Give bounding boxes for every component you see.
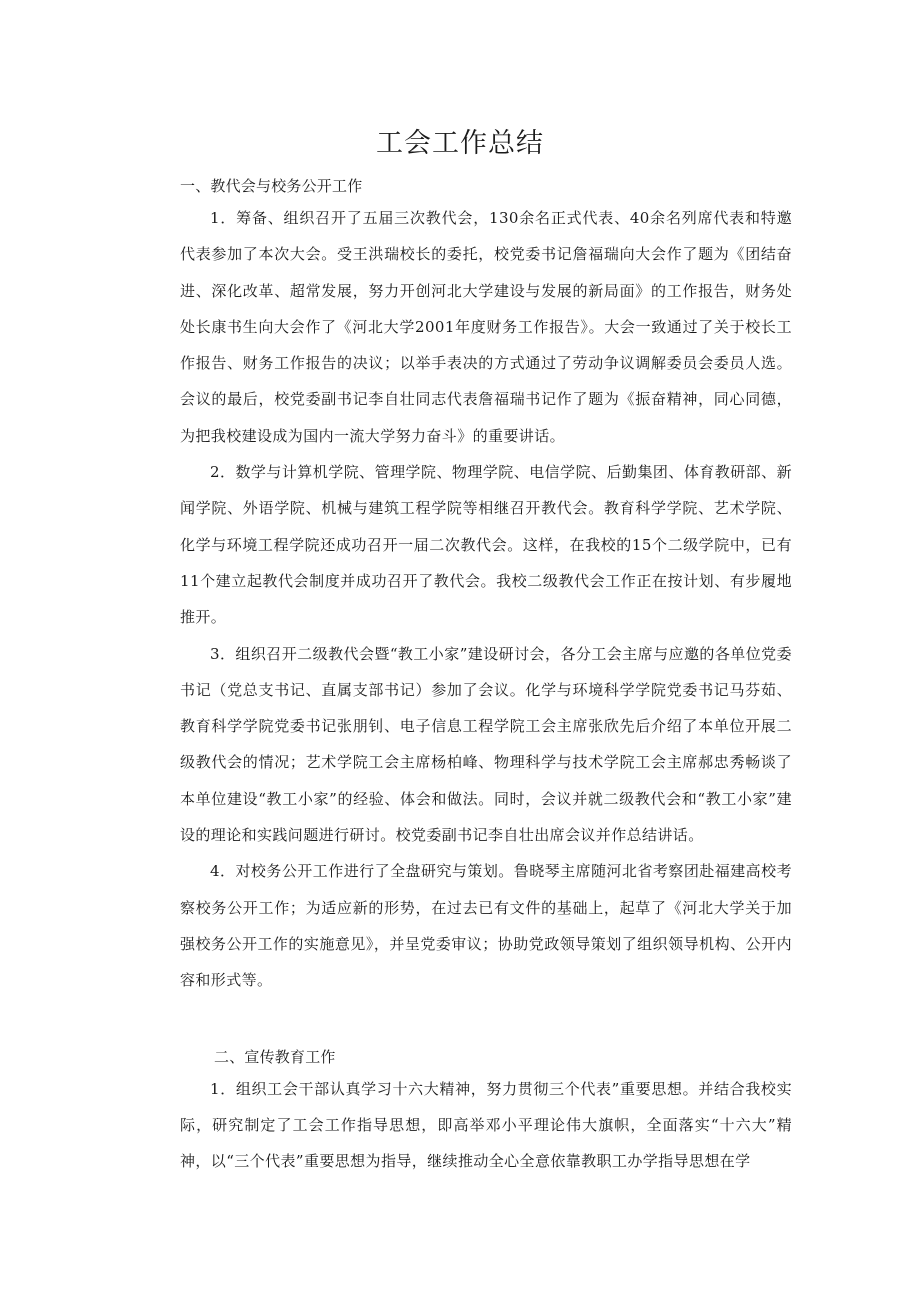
- paragraph-1-2: 2．数学与计算机学院、管理学院、物理学院、电信学院、后勤集团、体育教研部、新闻学院、外语学院、机械与建筑工程学院等相继召开教代会。教育科学学院、艺术学院、化学与环境工程学院还成功召开一届二次教代会。这样，在我校的15个二级学院中，已有11个建立起教代会制度并成功召开了教代会。我校二级教代会工作正在按计划、有步履地推开。: [180, 463, 792, 627]
- paragraph-1-3: 3．组织召开二级教代会暨“教工小家”建设研讨会，各分工会主席与应邀的各单位党委书记（党总支书记、直属支部书记）参加了会议。化学与环境科学学院党委书记马芬茹、教育科学学院党委书记张朋钊、电子信息工程学院工会主席张欣先后介绍了本单位开展二级教代会的情况；艺术学院工会主席杨柏峰、物理科学与技术学院工会主席郝忠秀畅谈了本单位建设“教工小家”的经验、体会和做法。同时，会议并就二级教代会和“教工小家”建设的理论和实践问题进行研讨。校党委副书记李自壮出席会议并作总结讲话。: [180, 644, 792, 845]
- paragraph-1-4: 4．对校务公开工作进行了全盘研究与策划。鲁晓琴主席随河北省考察团赴福建高校考察校务公开工作；为适应新的形势，在过去已有文件的基础上，起草了《河北大学关于加强校务公开工作的实施意见》，并呈党委审议；协助党政领导策划了组织领导机构、公开内容和形式等。: [180, 862, 792, 990]
- document-title: 工会工作总结: [376, 128, 544, 159]
- paragraph-2-1: 1．组织工会干部认真学习十六大精神，努力贯彻三个代表”重要思想。并结合我校实际，研究制定了工会工作指导思想，即高举邓小平理论伟大旗帜，全面落实“十六大”精神，以“三个代表”重要思想为指导，继续推动全心全意依靠教职工办学指导思想在学: [180, 1079, 792, 1171]
- paragraph-1-1: 1．筹备、组织召开了五届三次教代会，130余名正式代表、40余名列席代表和特邀代表参加了本次大会。受王洪瑞校长的委托，校党委书记詹福瑞向大会作了题为《团结奋进、深化改革、超常发展，努力开创河北大学建设与发展的新局面》的工作报告，财务处处长康书生向大会作了《河北大学2001年度财务工作报告》。大会一致通过了关于校长工作报告、财务工作报告的决议；以举手表决的方式通过了劳动争议调解委员会委员人选。会议的最后，校党委副书记李自壮同志代表詹福瑞书记作了题为《振奋精神，同心同德，为把我校建设成为国内一流大学努力奋斗》的重要讲话。: [180, 209, 792, 445]
- section-heading-2: 二、宣传教育工作: [214, 1047, 336, 1066]
- section-heading-1: 一、教代会与校务公开工作: [180, 177, 363, 195]
- section-spacer: [180, 999, 792, 1047]
- document-body: [180, 176, 792, 1179]
